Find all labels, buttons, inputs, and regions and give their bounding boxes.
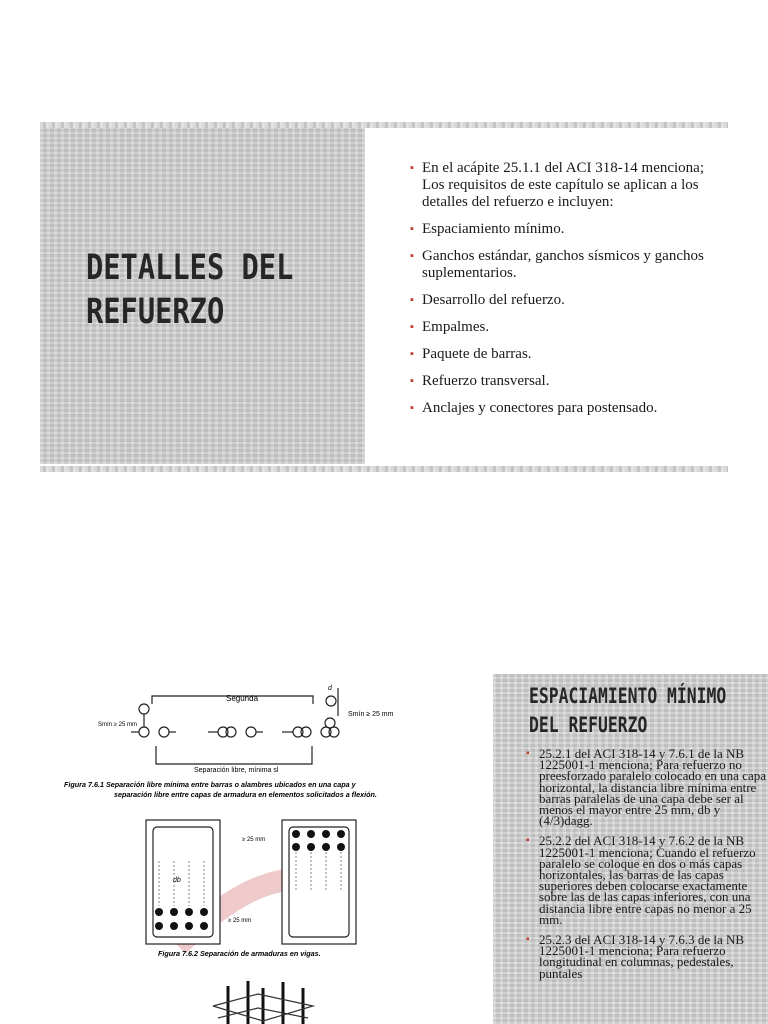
slide-detalles-refuerzo bbox=[40, 128, 728, 464]
label-db: db bbox=[173, 877, 181, 884]
bottom-divider bbox=[40, 466, 728, 472]
label-25mm-top: ≥ 25 mm bbox=[242, 837, 266, 843]
title-panel bbox=[40, 128, 365, 464]
slide-title: DETALLES DEL REFUERZO bbox=[86, 248, 294, 332]
caption-fig-762: Figura 7.6.2 Separación de armaduras en vigas. bbox=[158, 949, 321, 958]
bullet-list bbox=[410, 160, 720, 427]
list-item: ▪ Refuerzo transversal. bbox=[410, 373, 720, 390]
label-smin-right: Smín ≥ 25 mm bbox=[348, 711, 394, 718]
slide2-title-line2: DEL REFUERZO bbox=[529, 713, 648, 737]
list-item: ▪ Empalmes. bbox=[410, 319, 720, 336]
label-d: d bbox=[328, 685, 332, 692]
slide2-title bbox=[529, 682, 732, 740]
slide2-bullet-list bbox=[526, 748, 766, 988]
list-item: ▪ Desarrollo del refuerzo. bbox=[410, 292, 720, 309]
list-item: ▪ 25.2.3 del ACI 318-14 y 7.6.3 de la NB 1225001-1 menciona; Para refuerzo longitudinal en columnas, pedestales, puntales bbox=[526, 934, 766, 979]
list-item: ▪ 25.2.1 del ACI 318-14 y 7.6.1 de la NB 1225001-1 menciona; Para refuerzo no preesforzado paralelo colocado en una capa horizontal, la distancia libre mínima entre barras paralelas de una capa debe ser al menos el mayor entre 25 mm, db y (4/3)dagg. bbox=[526, 748, 766, 826]
list-item: ▪ En el acápite 25.1.1 del ACI 318-14 menciona; Los requisitos de este capítulo se aplican a los detalles del refuerzo e incluyen: bbox=[410, 160, 720, 211]
list-item: ▪ Ganchos estándar, ganchos sísmicos y ganchos suplementarios. bbox=[410, 248, 720, 282]
caption-fig-761-b: separación libre entre capas de armadura en elementos solicitados a flexión. bbox=[114, 790, 377, 799]
slide2-title-line1: ESPACIAMIENTO MÍNIMO bbox=[529, 684, 727, 708]
label-smin-left: Smín ≥ 25 mm bbox=[98, 722, 137, 728]
reinforcement-diagram bbox=[58, 676, 448, 1024]
list-item: ▪ Anclajes y conectores para postensado. bbox=[410, 400, 720, 417]
list-item: ▪ Paquete de barras. bbox=[410, 346, 720, 363]
figure-area bbox=[58, 676, 448, 1024]
label-sep-min: Separación libre, mínima sl bbox=[194, 767, 279, 774]
label-25mm-bottom: ≥ 25 mm bbox=[228, 918, 252, 924]
label-segunda: Segunda bbox=[226, 694, 259, 703]
slide-espaciamiento-minimo bbox=[493, 674, 768, 1024]
list-item: ▪ Espaciamiento mínimo. bbox=[410, 221, 720, 238]
caption-fig-761-a: Figura 7.6.1 Separación libre mínima entre barras o alambres ubicados en una capa y bbox=[64, 780, 356, 789]
list-item: ▪ 25.2.2 del ACI 318-14 y 7.6.2 de la NB 1225001-1 menciona; Cuando el refuerzo paralelo se coloque en dos o más capas horizontales, las barras de las capas superiores deben colocarse exactamente sobre las de las capas inferiores, con una distancia libre entre capas no menor a 25 mm. bbox=[526, 835, 766, 925]
